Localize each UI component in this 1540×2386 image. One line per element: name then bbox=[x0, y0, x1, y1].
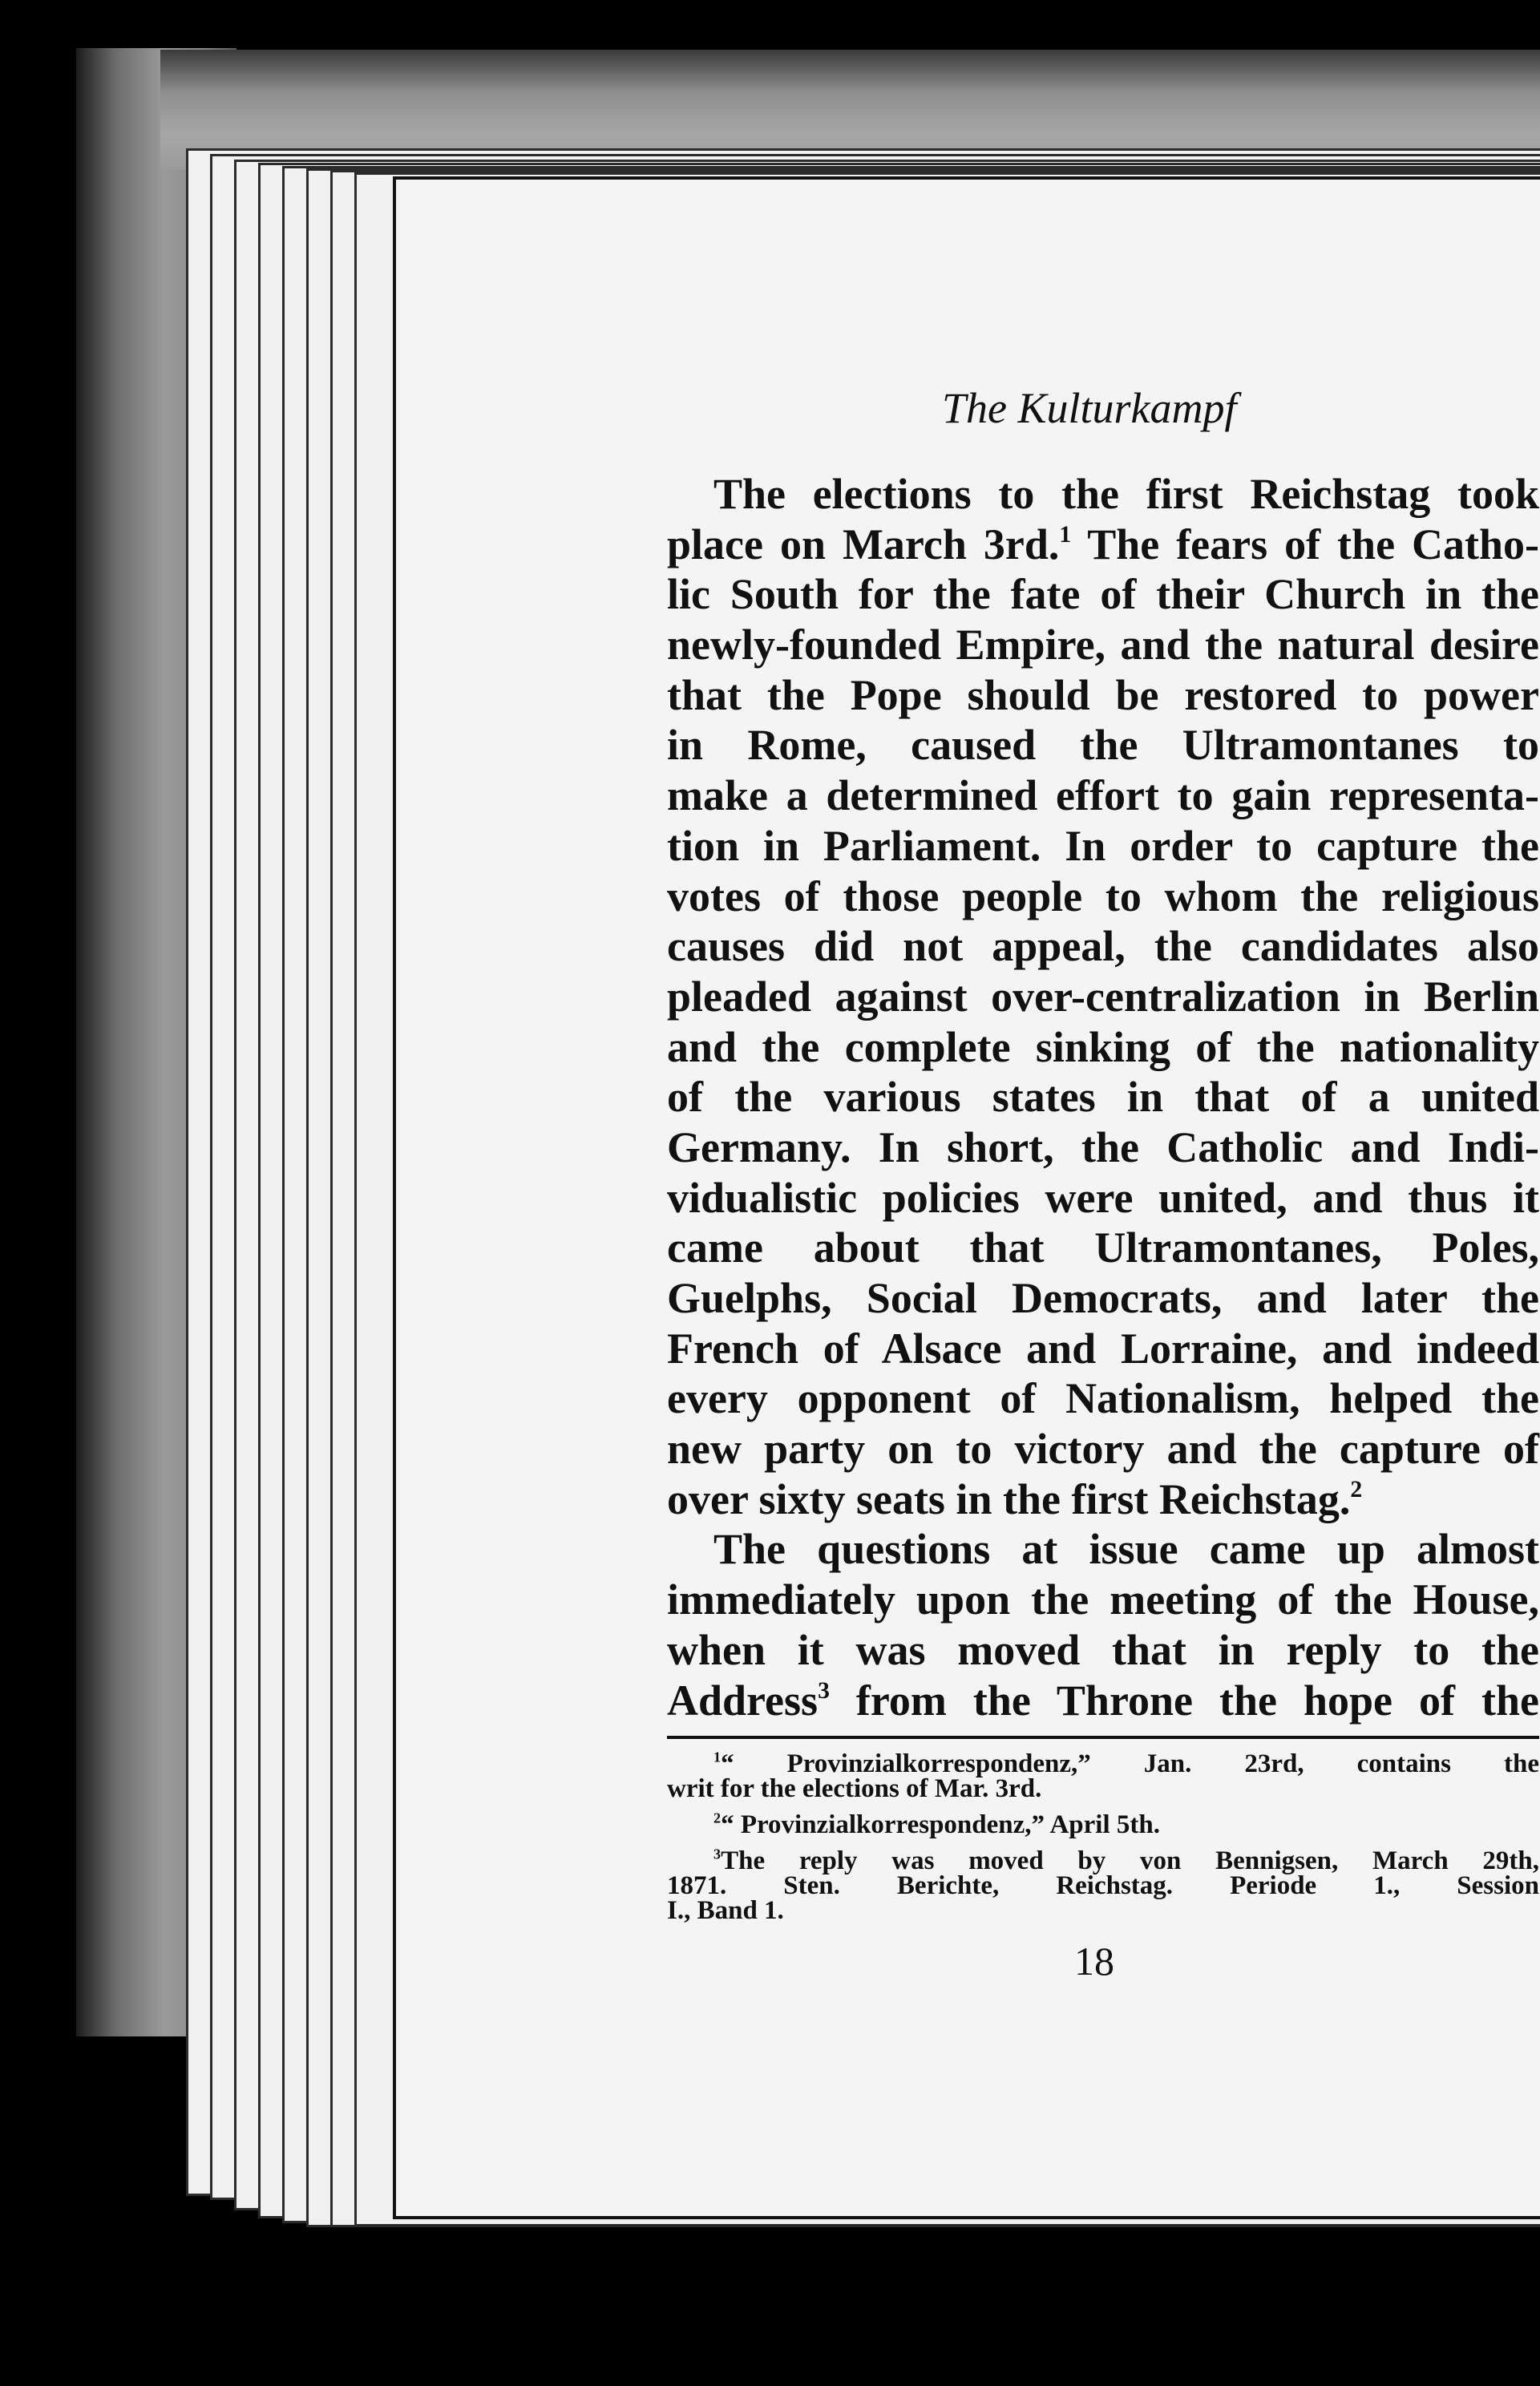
text-line: causes did not appeal, the candidates also bbox=[667, 922, 1539, 971]
footnotes bbox=[667, 1749, 1539, 1925]
text-line: every opponent of Nationalism, helped the bbox=[667, 1374, 1539, 1423]
footnote-marker: 2 bbox=[1350, 1476, 1363, 1502]
text-line: pleaded against over-centralization in Berlin bbox=[667, 972, 1539, 1021]
text-line: of the various states in that of a united bbox=[667, 1073, 1539, 1122]
text-line: vidualistic policies were united, and thus it bbox=[667, 1173, 1539, 1222]
footnote-line: $^1$“ Provinzialkorrespondenz,” Jan. 23rd, contains the bbox=[713, 1749, 1539, 1778]
text-line: make a determined effort to gain representa- bbox=[667, 771, 1539, 820]
text-line: place on March 3rd.$^1$ The fears of the Catho- bbox=[667, 520, 1539, 568]
text-line: came about that Ultramontanes, Poles, bbox=[667, 1223, 1539, 1272]
text-line: votes of those people to whom the religious bbox=[667, 871, 1539, 920]
text-line: Guelphs, Social Democrats, and later the bbox=[667, 1274, 1539, 1322]
text-line: that the Pope should be restored to power bbox=[667, 670, 1539, 719]
page-number: 18 bbox=[1074, 1939, 1114, 1984]
text-line: when it was moved that in reply to the bbox=[667, 1625, 1539, 1674]
text-line: French of Alsace and Lorraine, and indeed bbox=[667, 1324, 1539, 1373]
text-line: over sixty seats in the first Reichstag.$^2$ bbox=[667, 1474, 1363, 1523]
text-line: in Rome, caused the Ultramontanes to bbox=[667, 721, 1539, 770]
footnote-marker: 1 bbox=[1059, 521, 1072, 548]
text-line: lic South for the fate of their Church in the bbox=[667, 570, 1539, 619]
text-line: Germany. In short, the Catholic and Indi- bbox=[667, 1122, 1539, 1171]
footnote-line: $^2$“ Provinzialkorrespondenz,” April 5th. bbox=[713, 1810, 1160, 1839]
running-head: The Kulturkampf bbox=[942, 384, 1237, 432]
text-line: tion in Parliament. In order to capture the bbox=[667, 821, 1539, 870]
footnote-line: writ for the elections of Mar. 3rd. bbox=[667, 1774, 1042, 1803]
text-line: newly-founded Empire, and the natural desire bbox=[667, 621, 1539, 669]
body-text bbox=[667, 469, 1539, 1725]
footnote-rule bbox=[667, 1736, 1539, 1739]
footnote-marker: 3 bbox=[818, 1677, 830, 1704]
text-line: and the complete sinking of the nationality bbox=[667, 1022, 1539, 1071]
footnote-line: I., Band 1. bbox=[667, 1896, 784, 1925]
text-line: The elections to the first Reichstag took bbox=[713, 470, 1539, 518]
text-line: Address$^3$ from the Throne the hope of the bbox=[667, 1676, 1539, 1725]
footnote-line: $^3$The reply was moved by von Bennigsen, March 29th, bbox=[713, 1846, 1539, 1875]
text-line: immediately upon the meeting of the House, bbox=[667, 1575, 1539, 1624]
footnote-line: 1871. Sten. Berichte, Reichstag. Periode 1., Session bbox=[667, 1871, 1539, 1900]
text-line: new party on to victory and the capture of bbox=[667, 1425, 1539, 1474]
text-line: The questions at issue came up almost bbox=[713, 1525, 1539, 1574]
